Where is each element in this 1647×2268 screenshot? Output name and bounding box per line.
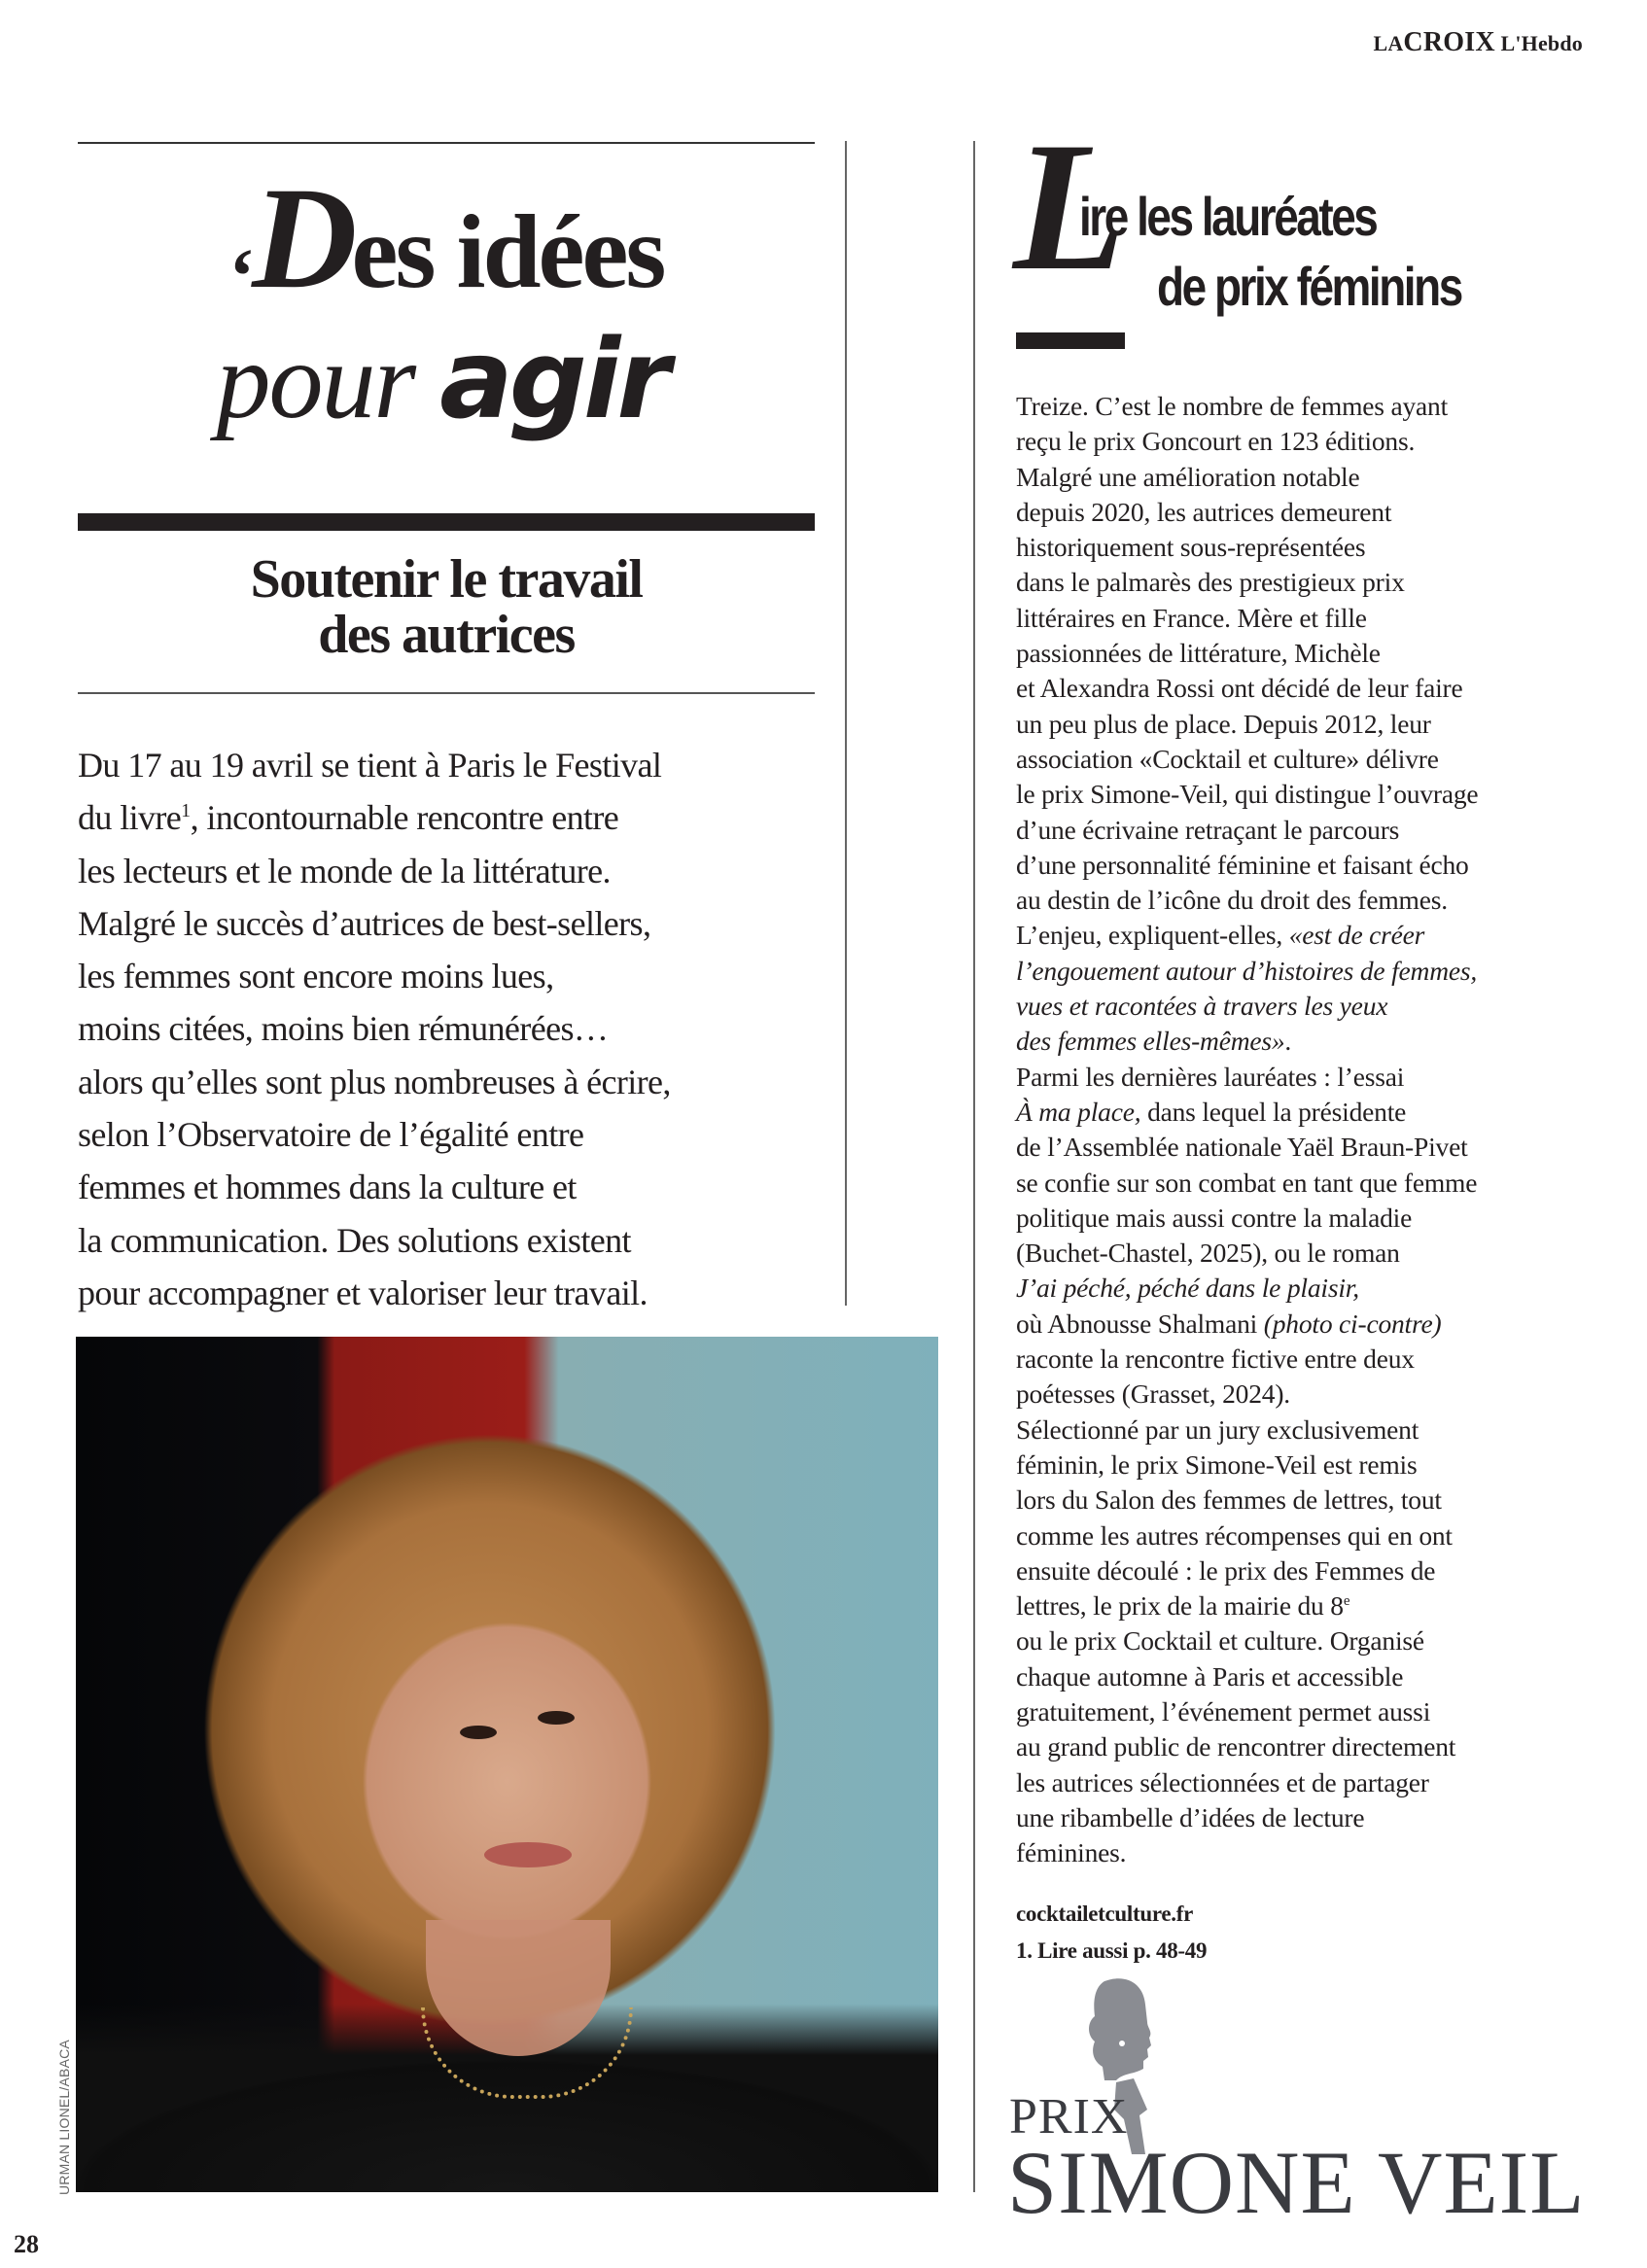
body-line [1016, 954, 1619, 989]
photo-reference: (photo ci-contre) [1263, 1308, 1442, 1339]
lead-line: moins citées, moins bien rémunérées… [78, 1009, 609, 1049]
lead-line: les lecteurs et le monde de la littérature. [78, 851, 611, 890]
body-line: comme les autres récompenses qui en ont [1016, 1519, 1453, 1551]
quote-italic: l’engouement autour d’histoires de femmes, [1016, 955, 1478, 986]
website-link[interactable]: cocktailetculture.fr [1016, 1902, 1193, 1926]
masthead-prefix: LA [1373, 31, 1404, 55]
kicker-line-2 [68, 317, 815, 443]
prix-simone-veil-logo [1007, 1973, 1610, 2232]
logo-name: SIMONE VEIL [1007, 2133, 1586, 2232]
kicker-italic: pour [216, 321, 415, 441]
body-line: lors du Salon des femmes de lettres, tout [1016, 1484, 1442, 1516]
article-headline [78, 549, 815, 665]
body-line: Parmi les dernières lauréates : l’essai [1016, 1061, 1405, 1092]
body-line: littéraires en France. Mère et fille [1016, 602, 1367, 633]
masthead-logo [1373, 27, 1583, 58]
book-title: J’ai péché, péché dans le plaisir, [1016, 1273, 1359, 1304]
section-title-line-1: ire les lauréates [1079, 186, 1377, 247]
lead-line: Du 17 au 19 avril se tient à Paris le Festival [78, 746, 662, 785]
body-line: un peu plus de place. Depuis 2012, leur [1016, 708, 1431, 739]
kicker-text: es idées [351, 194, 664, 310]
article-notes [1016, 1896, 1207, 1970]
body-line: politique mais aussi contre la maladie [1016, 1202, 1413, 1233]
thin-rule [78, 692, 815, 694]
body-line: dans le palmarès des prestigieux prix [1016, 567, 1405, 598]
body-line: poétesses (Grasset, 2024). [1016, 1378, 1290, 1410]
body-line: Malgré une amélioration notable [1016, 461, 1360, 492]
body-line: les autrices sélectionnées et de partager [1016, 1766, 1429, 1797]
ornament-mark: ‘ [228, 234, 253, 320]
section-drop-letter: L [1013, 105, 1127, 309]
footnote-ref[interactable]: 1 [181, 800, 191, 822]
section-bar [1016, 332, 1125, 349]
photo-eye [460, 1726, 497, 1739]
body-line: chaque automne à Paris et accessible [1016, 1660, 1404, 1692]
lead-line: pour accompagner et valoriser leur travail. [78, 1273, 648, 1312]
body-line [1016, 989, 1619, 1024]
body-line: À ma place, dans lequel la présidente [1016, 1096, 1407, 1127]
body-line: féminines. [1016, 1837, 1127, 1868]
photo-lips [484, 1842, 572, 1867]
body-line: association «Cocktail et culture» délivre [1016, 743, 1439, 774]
lead-line: Malgré le succès d’autrices de best-sellers, [78, 903, 651, 943]
body-line: reçu le prix Goncourt en 123 éditions. [1016, 426, 1416, 457]
top-rule [78, 142, 815, 144]
column-divider-right [973, 141, 975, 2192]
book-title: À ma place, [1016, 1096, 1141, 1127]
body-line: ensuite découlé : le prix des Femmes de [1016, 1554, 1436, 1586]
headline-line-1: Soutenir le travail [250, 549, 643, 610]
article-body [1016, 389, 1619, 1870]
body-line: raconte la rencontre fictive entre deux [1016, 1343, 1415, 1375]
thick-rule [78, 513, 815, 531]
lead-line: les femmes sont encore moins lues, [78, 957, 554, 996]
body-line: au destin de l’icône du droit des femmes. [1016, 885, 1448, 916]
quote-italic: «est de créer [1288, 920, 1425, 951]
lead-line: du livre$^1$, incontournable rencontre entre [78, 798, 619, 838]
lead-line: selon l’Observatoire de l’égalité entre [78, 1115, 584, 1155]
photo-eye [538, 1711, 575, 1725]
lead-line: femmes et hommes dans la culture et [78, 1168, 577, 1207]
body-line [1016, 1271, 1619, 1306]
masthead-suffix: L'Hebdo [1494, 31, 1583, 55]
body-line: historiquement sous-représentées [1016, 532, 1366, 563]
body-line: Treize. C’est le nombre de femmes ayant [1016, 391, 1449, 421]
section-title [1009, 105, 1612, 350]
body-line: depuis 2020, les autrices demeurent [1016, 496, 1392, 527]
kicker-bold: agir [439, 317, 667, 443]
headline-line-2: des autrices [318, 605, 575, 665]
footnote: 1. Lire aussi p. 48-49 [1016, 1938, 1208, 1963]
rubric-kicker [78, 157, 815, 443]
quote-italic: des femmes elles-mêmes» [1016, 1026, 1285, 1057]
lead-paragraph [78, 739, 846, 1319]
body-line: d’une personnalité féminine et faisant écho [1016, 849, 1469, 880]
body-line: L’enjeu, expliquent-elles, «est de créer [1016, 920, 1425, 951]
lead-line: la communication. Des solutions existent [78, 1220, 631, 1260]
body-line: au grand public de rencontrer directement [1016, 1731, 1456, 1762]
body-line: ou le prix Cocktail et culture. Organisé [1016, 1625, 1424, 1657]
body-line: gratuitement, l’événement permet aussi [1016, 1695, 1431, 1727]
body-line: où Abnousse Shalmani (photo ci-contre) [1016, 1308, 1442, 1339]
body-line: féminin, le prix Simone-Veil est remis [1016, 1448, 1418, 1480]
body-line: et Alexandra Rossi ont décidé de leur faire [1016, 673, 1463, 704]
body-line: le prix Simone-Veil, qui distingue l’ouvrage [1016, 779, 1479, 810]
body-line: lettres, le prix de la mairie du 8e [1016, 1590, 1350, 1622]
page-number: 28 [14, 2230, 39, 2258]
kicker-line-1 [78, 157, 815, 331]
section-title-line-2: de prix féminins [1157, 256, 1461, 317]
body-line: d’une écrivaine retraçant le parcours [1016, 814, 1400, 845]
drop-letter: D [252, 157, 352, 319]
body-line: (Buchet-Chastel, 2025), ou le roman [1016, 1238, 1400, 1269]
lead-line: alors qu’elles sont plus nombreuses à écrire, [78, 1062, 671, 1101]
body-line: se confie sur son combat en tant que femme [1016, 1167, 1478, 1198]
body-line: Sélectionné par un jury exclusivement [1016, 1413, 1419, 1445]
portrait-photo [76, 1337, 938, 2192]
body-line: une ribambelle d’idées de lecture [1016, 1801, 1365, 1832]
quote-italic: vues et racontées à travers les yeux [1016, 991, 1388, 1022]
masthead-brand: CROIX [1403, 27, 1495, 57]
body-line: passionnées de littérature, Michèle [1016, 638, 1381, 669]
logo-prefix: PRIX [1009, 2089, 1129, 2145]
body-line: de l’Assemblée nationale Yaël Braun-Pivet [1016, 1132, 1468, 1163]
photo-credit: URMAN LIONEL/ABACA [56, 2040, 72, 2195]
body-line: des femmes elles-mêmes». [1016, 1026, 1292, 1057]
